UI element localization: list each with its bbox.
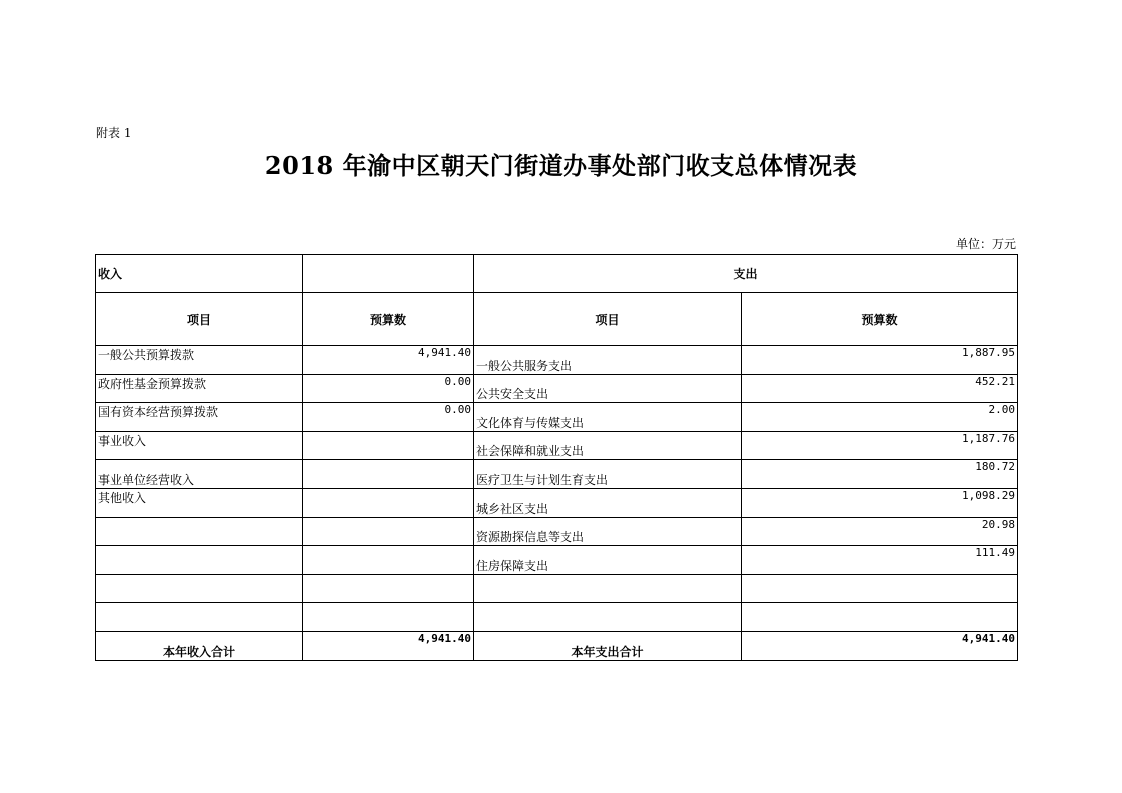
expense-value: 1,098.29 — [742, 488, 1018, 517]
table-row — [96, 431, 1018, 460]
income-section-blank — [303, 255, 474, 293]
income-value — [303, 431, 474, 460]
income-section-header: 收入 — [96, 255, 303, 293]
income-item — [96, 574, 303, 603]
income-item — [96, 517, 303, 546]
income-value — [303, 603, 474, 632]
expense-value: 20.98 — [742, 517, 1018, 546]
table-row — [96, 546, 1018, 575]
table-row — [96, 488, 1018, 517]
expense-value — [742, 574, 1018, 603]
expense-item: 文化体育与传媒支出 — [474, 403, 742, 432]
section-header-row — [96, 255, 1018, 293]
expense-item: 社会保障和就业支出 — [474, 431, 742, 460]
income-item: 一般公共预算拨款 — [96, 346, 303, 375]
income-value — [303, 460, 474, 489]
expense-value: 180.72 — [742, 460, 1018, 489]
expense-total-label: 本年支出合计 — [474, 631, 742, 660]
expense-value: 2.00 — [742, 403, 1018, 432]
table-row — [96, 346, 1018, 375]
expense-item: 住房保障支出 — [474, 546, 742, 575]
income-value — [303, 574, 474, 603]
income-budget-header: 预算数 — [303, 293, 474, 346]
budget-table — [95, 254, 1018, 661]
table-row — [96, 460, 1018, 489]
table-row — [96, 574, 1018, 603]
income-item — [96, 546, 303, 575]
income-item: 政府性基金预算拨款 — [96, 374, 303, 403]
expense-section-header: 支出 — [474, 255, 1018, 293]
table-row — [96, 603, 1018, 632]
expense-value: 111.49 — [742, 546, 1018, 575]
expense-item — [474, 574, 742, 603]
column-header-row — [96, 293, 1018, 346]
expense-item: 资源勘探信息等支出 — [474, 517, 742, 546]
table-row — [96, 517, 1018, 546]
income-item: 国有资本经营预算拨款 — [96, 403, 303, 432]
expense-item-header: 项目 — [474, 293, 742, 346]
income-item: 事业单位经营收入 — [96, 460, 303, 489]
table-row — [96, 374, 1018, 403]
expense-value: 452.21 — [742, 374, 1018, 403]
expense-total-value: 4,941.40 — [742, 631, 1018, 660]
expense-value: 1,887.95 — [742, 346, 1018, 375]
income-total-label: 本年收入合计 — [96, 631, 303, 660]
income-item-header: 项目 — [96, 293, 303, 346]
expense-item: 城乡社区支出 — [474, 488, 742, 517]
table-row — [96, 403, 1018, 432]
income-item: 其他收入 — [96, 488, 303, 517]
expense-item: 公共安全支出 — [474, 374, 742, 403]
income-item: 事业收入 — [96, 431, 303, 460]
total-row — [96, 631, 1018, 660]
income-total-value: 4,941.40 — [303, 631, 474, 660]
income-value — [303, 546, 474, 575]
income-item — [96, 603, 303, 632]
income-value: 0.00 — [303, 403, 474, 432]
income-value — [303, 488, 474, 517]
expense-item — [474, 603, 742, 632]
annex-label: 附表 1 — [96, 126, 132, 140]
expense-item: 医疗卫生与计划生育支出 — [474, 460, 742, 489]
income-value — [303, 517, 474, 546]
unit-label: 单位：万元 — [955, 237, 1016, 251]
page-title: 2018 年渝中区朝天门街道办事处部门收支总体情况表 — [264, 151, 858, 180]
expense-value — [742, 603, 1018, 632]
income-value: 0.00 — [303, 374, 474, 403]
expense-item: 一般公共服务支出 — [474, 346, 742, 375]
expense-value: 1,187.76 — [742, 431, 1018, 460]
expense-budget-header: 预算数 — [742, 293, 1018, 346]
income-value: 4,941.40 — [303, 346, 474, 375]
